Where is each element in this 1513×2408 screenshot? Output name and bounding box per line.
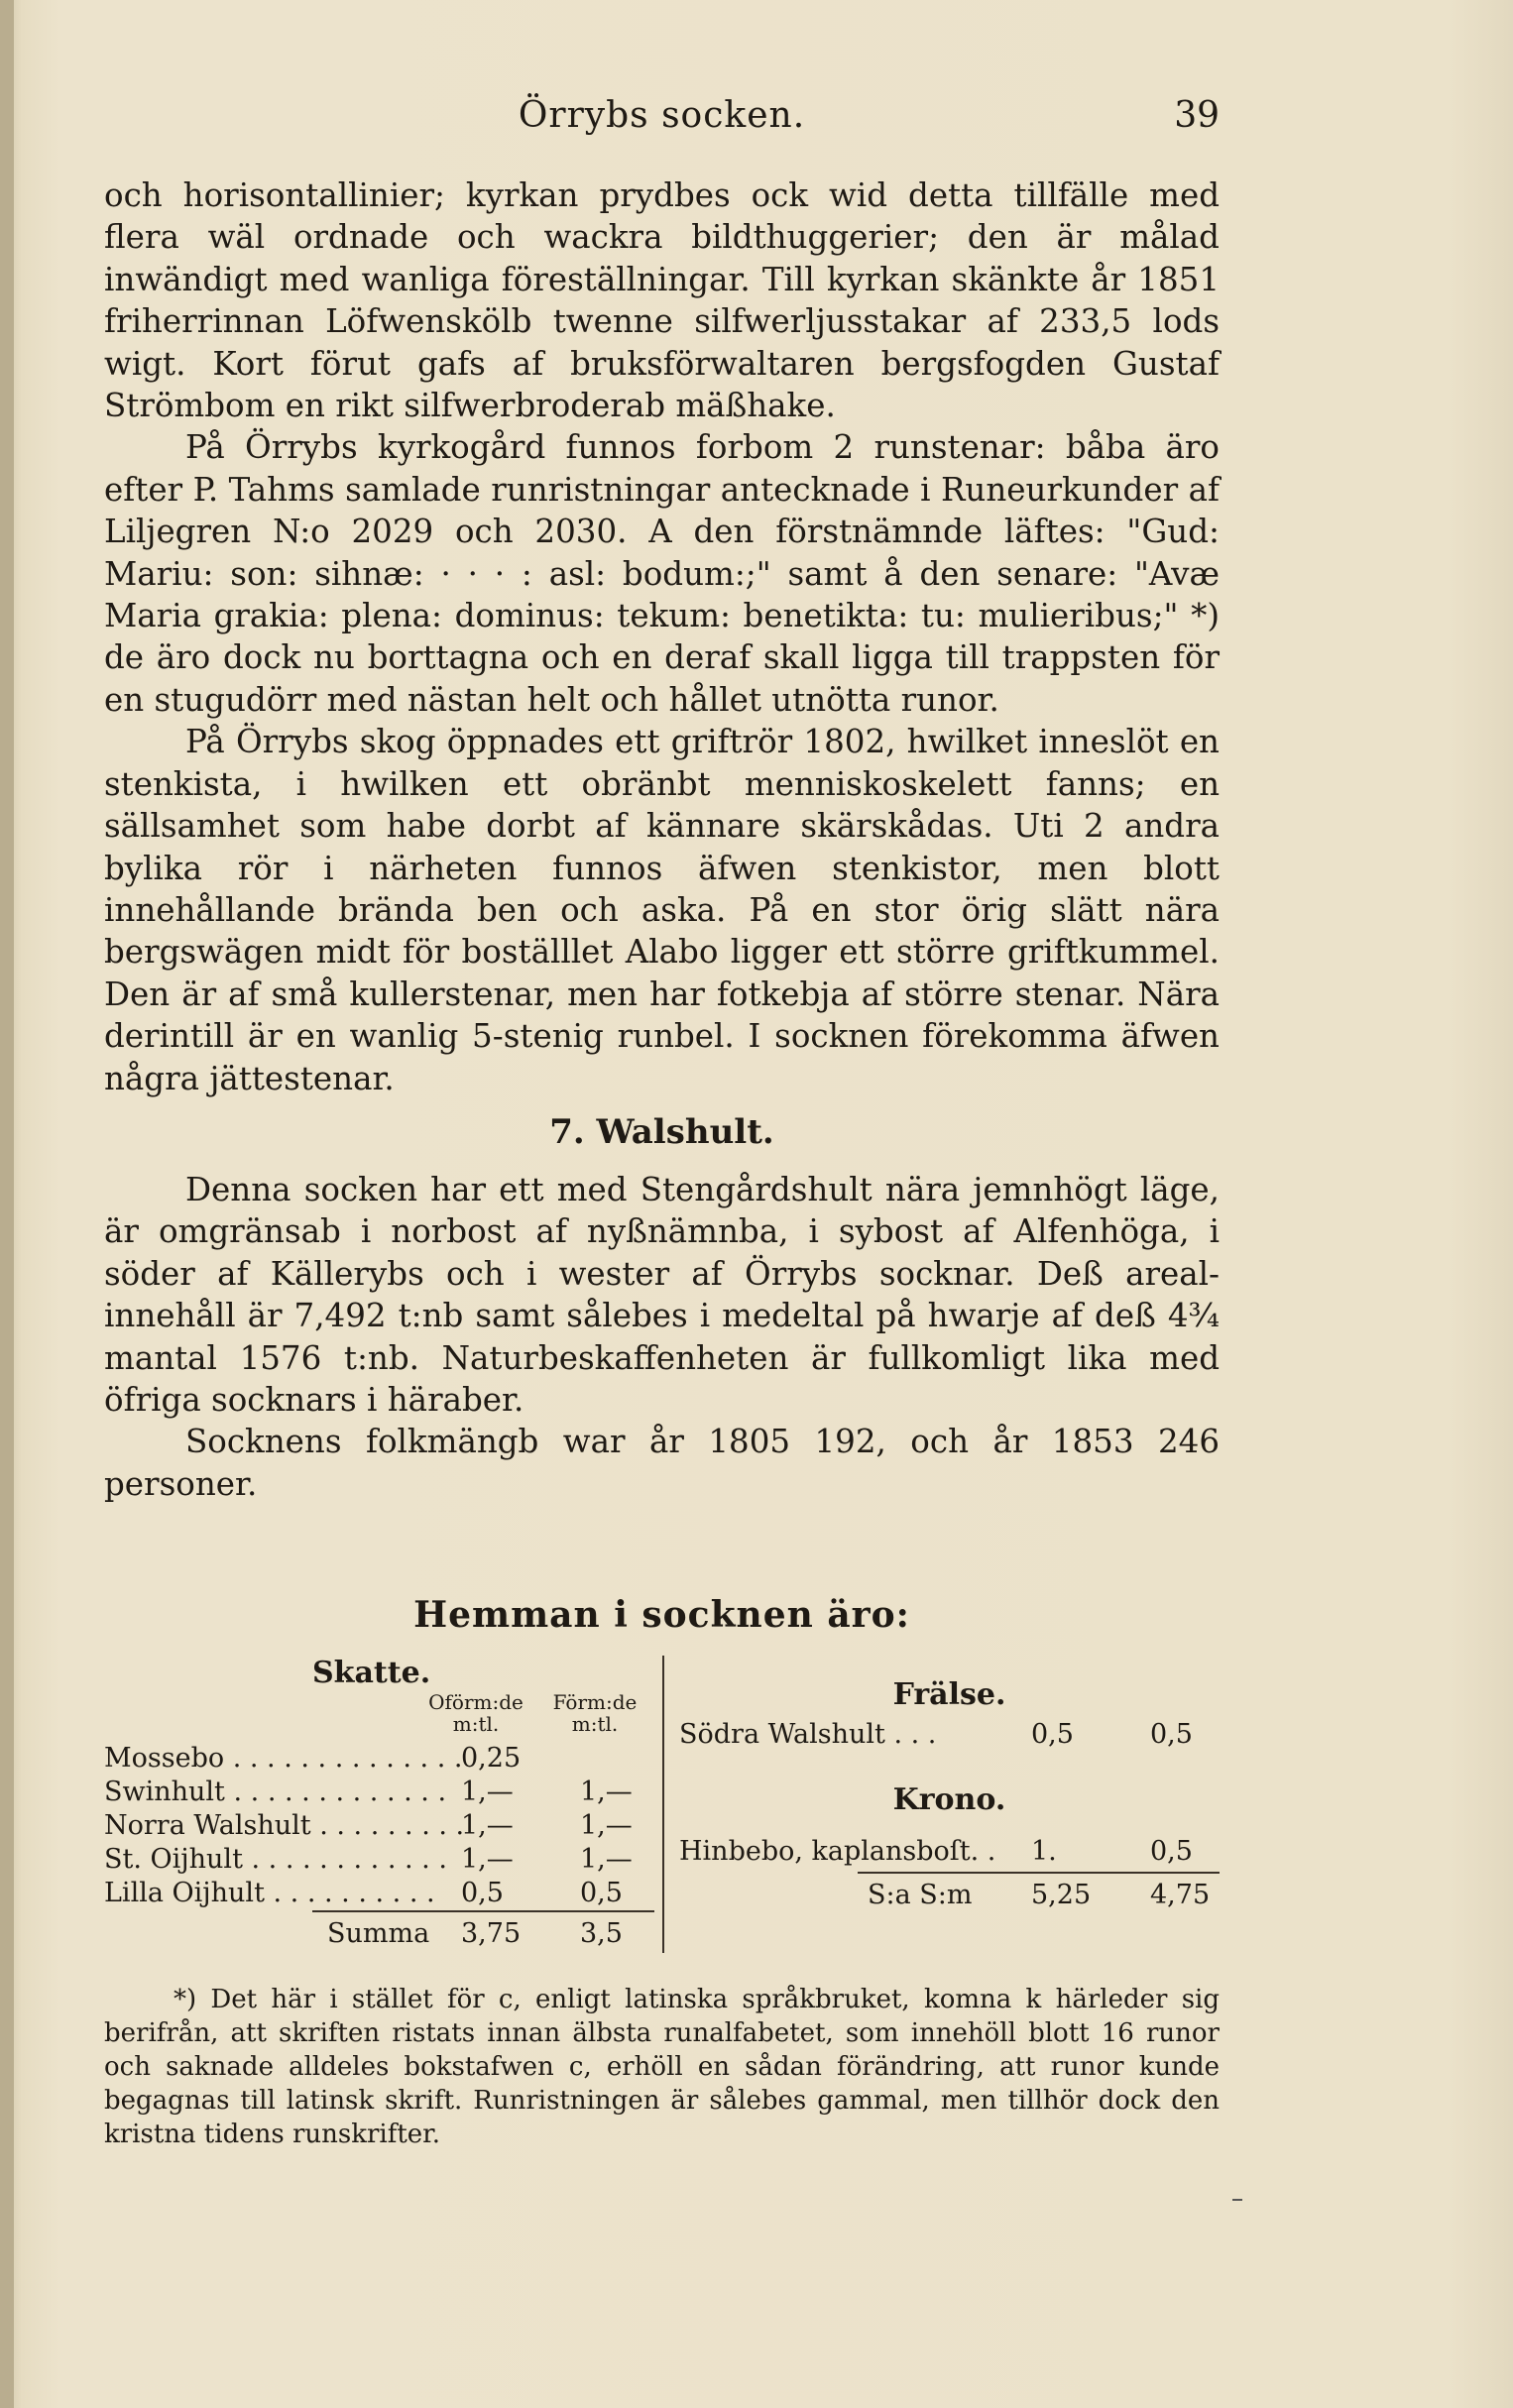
value-formogna: 0,5 [1150, 1836, 1193, 1867]
farm-name: Södra Walshult . . . [679, 1719, 937, 1750]
leader-dots: . . . . . . . . . . . . [242, 1844, 447, 1875]
column-header-formogna: Förm:de m:tl. [552, 1690, 638, 1736]
margin-mark [1232, 2199, 1242, 2201]
table-row [104, 1777, 654, 1810]
value-formogna: 0,5 [580, 1878, 623, 1908]
sum-rule [858, 1872, 1220, 1874]
paragraph-population: Socknens folkmängb war år 1805 192, och år 1853 246 personer. [104, 1423, 1220, 1503]
page-header [104, 95, 1220, 151]
value-oformogna: 1,— [461, 1777, 514, 1807]
page-number: 39 [1174, 95, 1220, 136]
table-left-column [104, 1656, 654, 1953]
farm-name: Swinhult [104, 1777, 225, 1807]
footnote-text: *) Det här i stället för c, enligt latinska språkbruket, komna k härleder sig berifrån, att skriften ristats innan älbsta runalfabetet, som innehöll blott 16 runor och saknade alldeles bokstafwen c, erhöll en sådan förändring, att runor kunde begagnas till latinsk skrift. Runristningen är sålebes gammal, men tillhör dock den kristna tidens runskrifter. [104, 1985, 1220, 2149]
section-heading: 7. Walshult. [549, 1111, 774, 1152]
farm-table [104, 1656, 1220, 1953]
sum-row [679, 1880, 1220, 1913]
paragraph-grave-finds: På Örrybs skog öppnades ett griftrör 1802, hwilket inneslöt en stenkista, i hwilken ett obränbt menniskoskelett fanns; en sällsamhet som habe dorbt af kännare skärskådas. Uti 2 andra bylika rör i närheten funnos äfwen stenkistor, men blott innehållande brända ben och aska. På en stor örig slätt nära bergswägen midt för boställlet Alabo ligger ett större griftkummel. Den är af små kullerstenar, men har fotkebja af större stenar. Nära derintill är en wanlig 5-stenig runbel. I socknen förekomma äfwen några jättestenar. [104, 723, 1220, 1097]
footnote [104, 1983, 1220, 2151]
farm-name: St. Oijhult [104, 1844, 243, 1875]
farm-name: Norra Walshult [104, 1810, 311, 1841]
leader-dots: . . . . . . . . . . . . . [224, 1777, 447, 1807]
value-formogna: 1,— [580, 1810, 633, 1841]
value-oformogna: 1. [1031, 1836, 1057, 1867]
table-row [104, 1878, 654, 1911]
column-header-oformogna: Oförm:de m:tl. [428, 1690, 524, 1736]
value-formogna: 0,5 [1150, 1719, 1193, 1750]
paragraph-runestones: På Örrybs kyrkogård funnos forbom 2 runstenar: båba äro efter P. Tahms samlade runristningar antecknade i Runeurkunder af Liljegren N:o 2029 och 2030. A den förstnämnde läftes: "Gud: Mariu: son: sihnæ: · · · : asl: bodum:;" samt å den senare: "Avæ Maria grakia: plena: dominus: tekum: benetikta: tu: mulieribus;" *) de äro dock nu borttagna och en deraf skall ligga till trappsten för en stugudörr med nästan helt och hållet utnötta runor. [104, 428, 1220, 719]
table-row [104, 1810, 654, 1844]
table-row [679, 1719, 1220, 1753]
sum-label: S:a S:m [868, 1880, 973, 1910]
group-heading-fralse: Frälse. [892, 1677, 1006, 1712]
leader-dots: . . . . . . . . . . . . . . [224, 1743, 463, 1774]
table-title: Hemman i socknen äro: [413, 1594, 910, 1636]
farm-name: Lilla Oijhult [104, 1878, 265, 1908]
paragraph-continued: och horisontallinier; kyrkan prydbes ock wid detta tillfälle med flera wäl ordnade och wackra bildthuggerier; den är målad inwändigt med wanliga föreställningar. Till kyrkan skänkte år 1851 friherrinnan Löfwenskölb twenne silfwerljusstakar af 233,5 lods wigt. Kort förut gafs af bruksförwaltaren bergsfogden Gustaf Strömbom en rikt silfwerbroderab mäßhake. [104, 176, 1220, 425]
column-divider [662, 1656, 664, 1953]
sum-formogna: 4,75 [1150, 1880, 1211, 1910]
sum-label: Summa [327, 1918, 430, 1949]
table-row [679, 1836, 1220, 1870]
sum-oformogna: 3,75 [461, 1918, 522, 1949]
paragraph-parish-description: Denna socken har ett med Stengårdshult nära jemnhögt läge, är omgränsab i norbost af nyßnämnba, i sybost af Alfenhöga, i söder af Källerybs och i wester af Örrybs socknar. Deß areal-innehåll är 7,492 t:nb samt sålebes i medeltal på hwarje af deß 4¾ mantal 1576 t:nb. Naturbeskaffenheten är fullkomligt lika med öfriga socknars i häraber. [104, 1170, 1220, 1419]
farm-name: Hinbebo, kaplansboſt. . [679, 1836, 996, 1867]
leader-dots: . . . . . . . . . . [264, 1878, 435, 1908]
table-row [104, 1743, 654, 1777]
value-formogna: 1,— [580, 1777, 633, 1807]
value-oformogna: 0,25 [461, 1743, 522, 1774]
table-right-column [679, 1656, 1220, 1953]
farm-name: Mossebo [104, 1743, 225, 1774]
sum-oformogna: 5,25 [1031, 1880, 1092, 1910]
group-heading-krono: Krono. [892, 1782, 1006, 1817]
sum-rule [312, 1910, 654, 1912]
group-heading-skatte: Skatte. [312, 1656, 431, 1690]
value-formogna: 1,— [580, 1844, 633, 1875]
value-oformogna: 1,— [461, 1844, 514, 1875]
main-text [104, 174, 1220, 1505]
value-oformogna: 1,— [461, 1810, 514, 1841]
value-oformogna: 0,5 [461, 1878, 504, 1908]
running-title: Örrybs socken. [518, 95, 806, 136]
table-row [104, 1844, 654, 1878]
value-oformogna: 0,5 [1031, 1719, 1074, 1750]
sum-formogna: 3,5 [580, 1918, 623, 1949]
leader-dots: . . . . . . . . . [310, 1810, 465, 1841]
page-binding-edge [0, 0, 14, 2408]
